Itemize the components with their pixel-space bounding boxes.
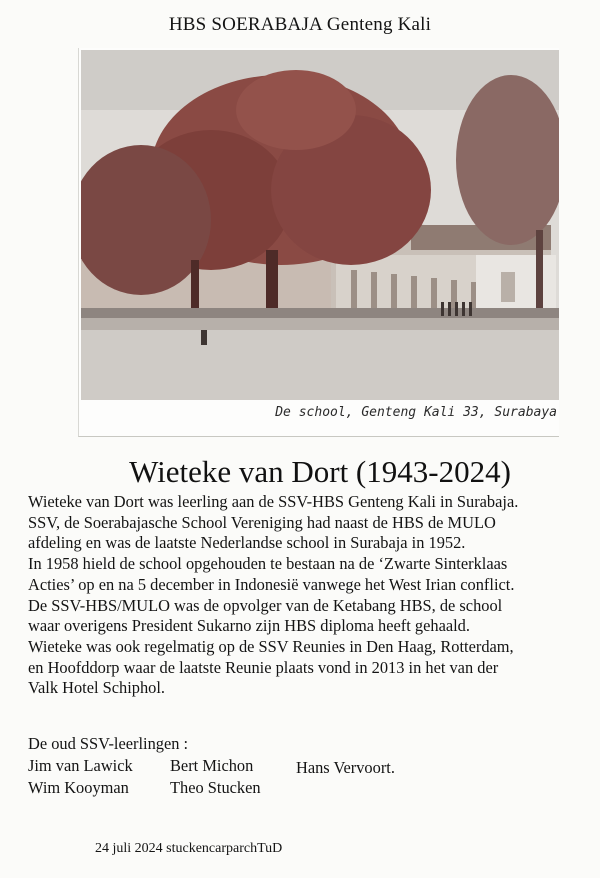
body-line: Valk Hotel Schiphol. [28,678,166,698]
photo-caption: De school, Genteng Kali 33, Surabaya [275,405,557,420]
body-line: SSV, de Soerabajasche School Vereniging had naast de HBS de MULO [28,512,496,532]
article-title: Wieteke van Dort (1943-2024) [129,454,511,489]
body-line: Wieteke van Dort was leerling aan de SSV-HBS Genteng Kali in Surabaja. [28,492,519,511]
article-body [28,492,600,699]
body-line: waar overigens President Sukarno zijn HBS diploma heeft gehaald. [28,616,470,636]
student-name: Hans Vervoort. [296,758,395,777]
page-header: HBS SOERABAJA Genteng Kali [168,14,432,35]
student-name: Wim Kooyman [28,778,129,797]
body-line: Wieteke was ook regelmatig op de SSV Reunies in Den Haag, Rotterdam, [28,636,514,656]
student-name: Theo Stucken [170,778,261,797]
student-name: Jim van Lawick [28,756,133,775]
footer-note: 24 juli 2024 stuckencarparchTuD [95,841,283,856]
body-line: afdeling en was de laatste Nederlandse school in Surabaja in 1952. [28,533,466,553]
body-line: In 1958 hield de school opgehouden te bestaan na de ‘Zwarte Sinterklaas [28,554,508,574]
body-line: Acties’ op en na 5 december in Indonesië vanwege het West Irian conflict. [28,574,515,594]
students-heading: De oud SSV-leerlingen : [28,734,189,753]
school-photo [81,50,559,400]
body-line: en Hoofddorp waar de laatste Reunie plaats vond in 2013 in het van der [28,657,499,677]
student-name: Bert Michon [170,756,254,775]
school-photo-card [78,48,559,437]
body-line: De SSV-HBS/MULO was de opvolger van de Ketabang HBS, de school [28,595,503,615]
